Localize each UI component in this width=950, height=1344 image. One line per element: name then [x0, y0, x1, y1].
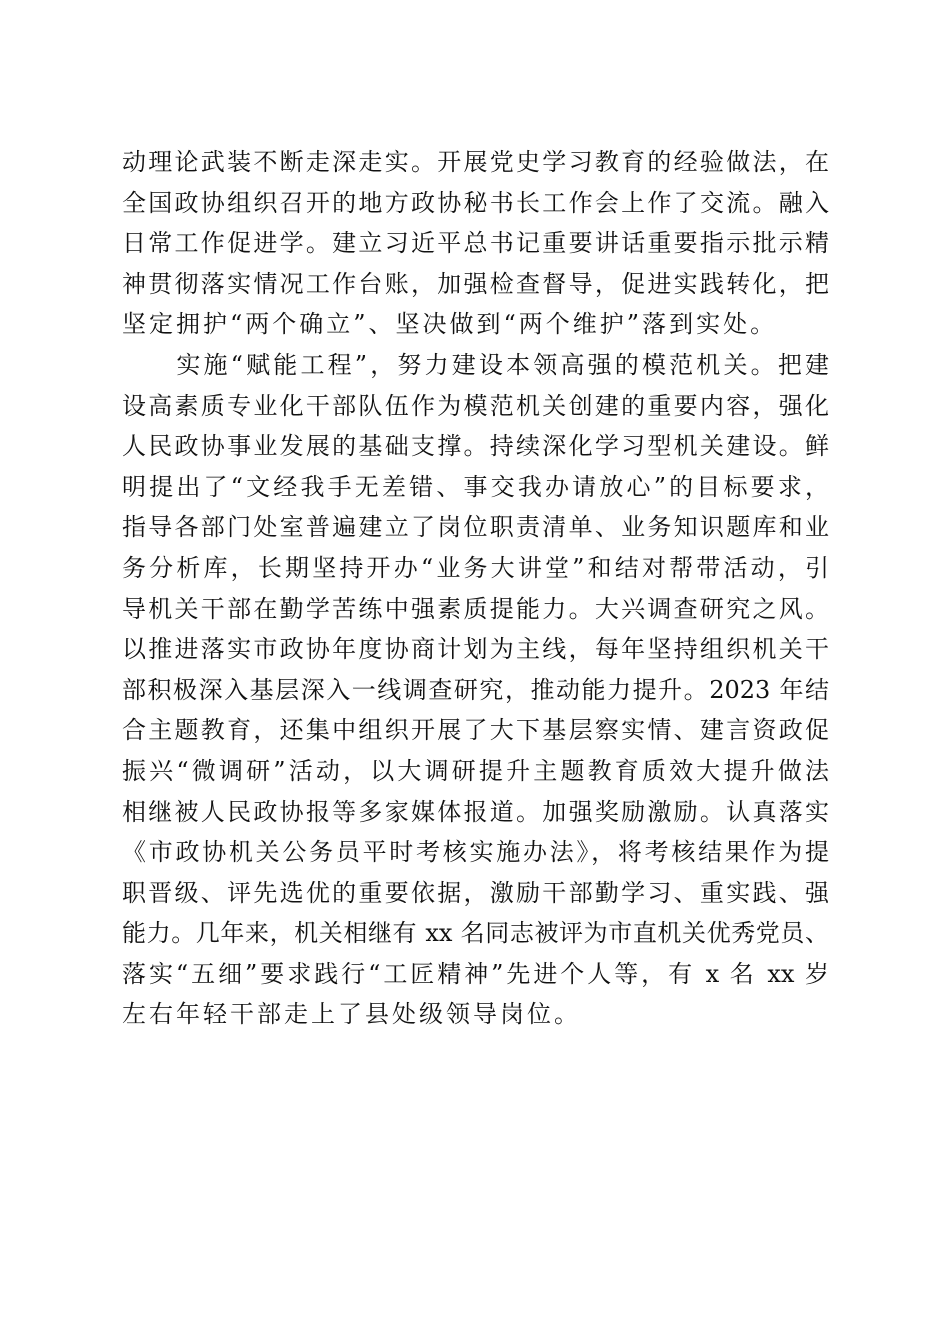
text-line: 人民政协事业发展的基础支撑。持续深化学习型机关建设。鲜 — [122, 432, 829, 461]
text-line: 设高素质专业化干部队伍作为模范机关创建的重要内容，强化 — [122, 391, 829, 420]
text-line: 能力。几年来，机关相继有 xx 名同志被评为市直机关优秀党员、 — [122, 919, 829, 948]
text-line: 左右年轻干部走上了县处级领导岗位。 — [122, 1000, 581, 1029]
text-line: 实施“赋能工程”，努力建设本领高强的模范机关。把建 — [122, 350, 829, 379]
text-line: 落实“五细”要求践行“工匠精神”先进个人等，有 x 名 xx 岁 — [122, 959, 829, 988]
text-line: 动理论武装不断走深走实。开展党史学习教育的经验做法，在 — [122, 148, 829, 176]
text-line: 振兴“微调研”活动，以大调研提升主题教育质效大提升做法 — [122, 756, 829, 785]
text-line: 全国政协组织召开的地方政协秘书长工作会上作了交流。融入 — [122, 188, 829, 217]
text-line: 以推进落实市政协年度协商计划为主线，每年坚持组织机关干 — [122, 635, 829, 664]
text-line: 职晋级、评先选优的重要依据，激励干部勤学习、重实践、强 — [122, 878, 829, 907]
text-line: 日常工作促进学。建立习近平总书记重要讲话重要指示批示精 — [122, 229, 829, 258]
text-line: 明提出了“文经我手无差错、事交我办请放心”的目标要求， — [122, 472, 829, 501]
text-line: 坚定拥护“两个确立”、坚决做到“两个维护”落到实处。 — [122, 310, 778, 339]
text-line: 导机关干部在勤学苦练中强素质提能力。大兴调查研究之风。 — [122, 594, 829, 623]
text-line: 务分析库，长期坚持开办“业务大讲堂”和结对帮带活动，引 — [122, 553, 829, 582]
text-line: 指导各部门处室普遍建立了岗位职责清单、业务知识题库和业 — [122, 513, 829, 542]
text-line: 《市政协机关公务员平时考核实施办法》，将考核结果作为提 — [122, 838, 829, 867]
document-page — [122, 142, 829, 1035]
text-line: 合主题教育，还集中组织开展了大下基层察实情、建言资政促 — [122, 716, 829, 745]
text-line: 神贯彻落实情况工作台账，加强检查督导，促进实践转化，把 — [122, 269, 829, 298]
text-line: 相继被人民政协报等多家媒体报道。加强奖励激励。认真落实 — [122, 797, 829, 826]
text-line: 部积极深入基层深入一线调查研究，推动能力提升。2023 年结 — [122, 675, 829, 704]
